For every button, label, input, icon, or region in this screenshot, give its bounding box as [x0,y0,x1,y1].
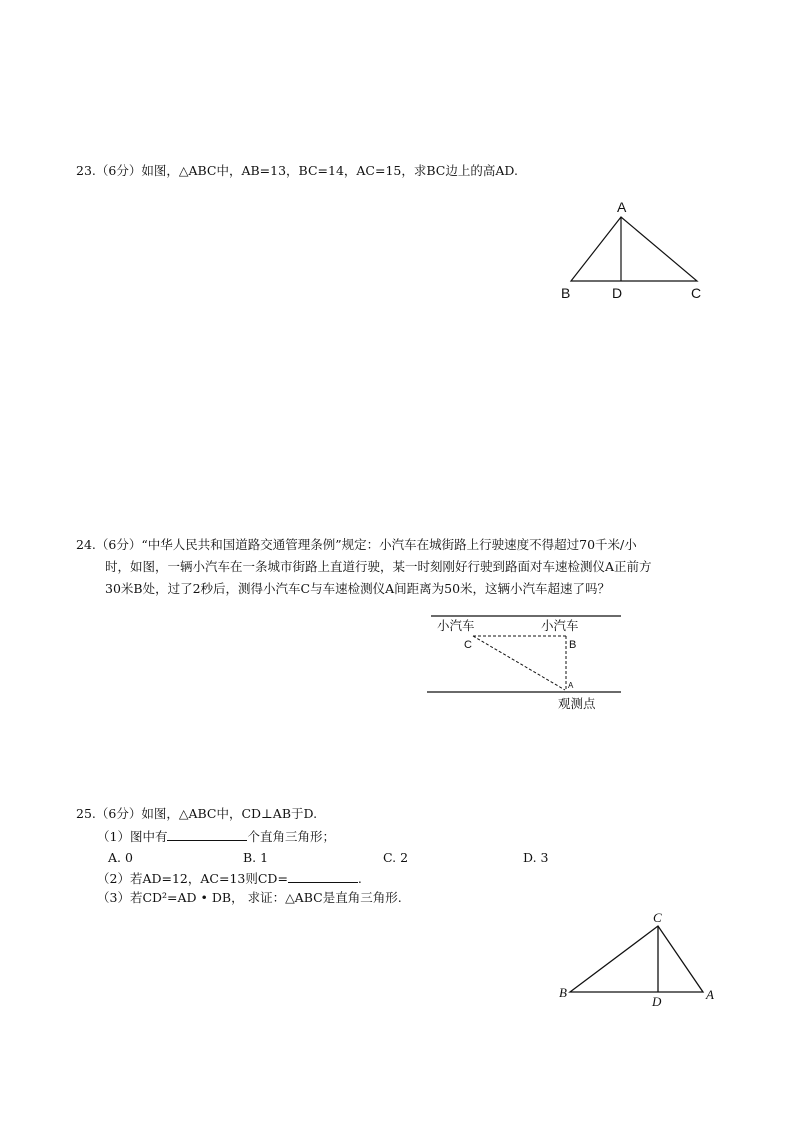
q25-triangle-figure [555,908,725,1013]
label-d: D [612,285,623,301]
triangle-abc [570,926,703,992]
q25-part-1 [97,827,335,846]
q25-part-1-post: 个直角三角形； [247,829,335,844]
q25-option-d: D. 3 [523,850,549,865]
q25-option-b: B. 1 [243,850,269,865]
q24-line-1: 24.（6分）“中华人民共和国道路交通管理条例”规定：小汽车在城街路上行驶速度不得超过70千米/小 [76,537,637,552]
label-d: D [652,994,662,1009]
label-c: C [691,285,702,301]
q23-triangle-figure [555,195,715,305]
answer-blank-2[interactable] [288,869,358,883]
label-a: A [568,681,574,690]
q24-road-figure [425,610,625,720]
q25-part-1-pre: （1）图中有 [97,829,168,844]
label-c: C [464,639,472,651]
q25-part-3: （3）若CD²=AD • DB， 求证：△ABC是直角三角形. [97,890,402,905]
label-b: B [561,285,571,301]
label-a: A [706,987,714,1002]
q25-part-2-post: . [357,871,362,886]
label-b: B [559,985,567,1000]
q23-text: 23.（6分）如图，△ABC中，AB=13，BC=14，AC=15，求BC边上的高AD. [76,163,518,178]
q24-line-2: 时，如图，一辆小汽车在一条城市街路上直道行驶，某一时刻刚好行驶到路面对车速检测仪A正前方 [105,559,652,574]
label-observe-point: 观测点 [558,696,596,711]
answer-blank-1[interactable] [167,827,247,841]
q25-part-2 [97,869,362,888]
label-car-right: 小汽车 [541,618,579,633]
q24-line-3: 30米B处，过了2秒后，测得小汽车C与车速检测仪A间距离为50米，这辆小汽车超速了吗？ [105,581,611,596]
q25-option-a: A. 0 [108,850,133,865]
q25-part-2-pre: （2）若AD=12，AC=13则CD= [97,871,288,886]
ca-dashed [473,636,565,690]
q25-stem: 25.（6分）如图，△ABC中，CD⊥AB于D. [76,806,318,821]
q25-option-c: C. 2 [383,850,409,865]
label-c: C [653,910,662,925]
label-a: A [617,199,627,215]
label-car-left: 小汽车 [437,618,475,633]
triangle-abc [571,217,697,281]
label-b: B [569,639,577,651]
